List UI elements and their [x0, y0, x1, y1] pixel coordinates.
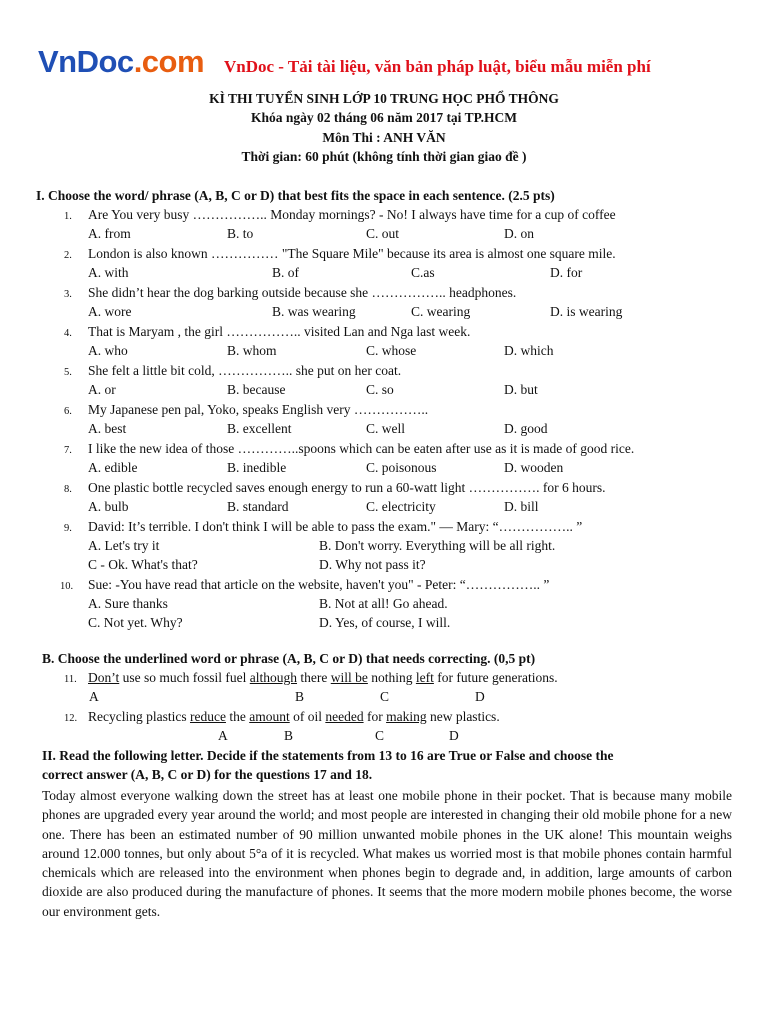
option-b: B. inedible [227, 460, 287, 475]
option-d: D. which [504, 343, 554, 358]
brand-tagline: VnDoc - Tải tài liệu, văn bản pháp luật, biểu mẫu miễn phí [224, 57, 651, 76]
question-number: 4. [64, 328, 72, 339]
option-d: D. for [550, 265, 583, 280]
option-c: C. so [366, 382, 394, 397]
option-d: D. Yes, of course, I will. [319, 615, 451, 630]
marker-b: B [284, 728, 294, 743]
question-number: 8. [64, 484, 72, 495]
question-number: 11. [64, 674, 77, 685]
question-text: David: It’s terrible. I don't think I will be able to pass the exam." — Mary: “…………….. ” [88, 519, 583, 534]
option-d: D. on [504, 226, 534, 241]
option-b: B. excellent [227, 421, 292, 436]
option-d: D. good [504, 421, 548, 436]
option-c: C. Not yet. Why? [88, 615, 183, 630]
option-c: C. out [366, 226, 400, 241]
logo-vndoc: VnDoc [38, 44, 134, 79]
option-d: D. is wearing [550, 304, 623, 319]
logo-dotcom: .com [133, 44, 205, 79]
option-b: B. standard [227, 499, 289, 514]
question-text: I like the new idea of those …………..spoons which can be eaten after use as it is made of good rice. [88, 441, 635, 456]
marker-c: C [380, 689, 390, 704]
option-a: A. edible [88, 460, 138, 475]
marker-a: A [89, 689, 99, 704]
exam-subject: Môn Thi : ANH VĂN [322, 130, 446, 145]
option-c: C - Ok. What's that? [88, 557, 198, 572]
section-1-title: I. Choose the word/ phrase (A, B, C or D) that best fits the space in each sentence. (2.5 pts) [36, 188, 555, 203]
question-number: 2. [64, 250, 72, 261]
option-a: A. Sure thanks [88, 596, 168, 611]
option-d: D. bill [504, 499, 539, 514]
option-a: A. bulb [88, 499, 129, 514]
option-a: A. from [88, 226, 131, 241]
question-number: 3. [64, 289, 72, 300]
option-d: D. but [504, 382, 538, 397]
exam-title: KÌ THI TUYỂN SINH LỚP 10 TRUNG HỌC PHỔ THÔNG [209, 91, 559, 106]
option-a: A. wore [88, 304, 132, 319]
marker-d: D [475, 689, 485, 704]
option-c: C. electricity [366, 499, 436, 514]
option-b: B. was wearing [272, 304, 356, 319]
question-12-sentence: Recycling plastics reduce the amount of oil needed for making new plastics. [88, 709, 500, 724]
question-text: That is Maryam , the girl …………….. visited Lan and Nga last week. [88, 324, 471, 339]
option-a: A. best [88, 421, 127, 436]
marker-c: C [375, 728, 385, 743]
question-text: One plastic bottle recycled saves enough energy to run a 60-watt light ……………. for 6 hours. [88, 480, 606, 495]
question-number: 6. [64, 406, 72, 417]
option-a: A. with [88, 265, 129, 280]
option-c: C. well [366, 421, 405, 436]
option-b: B. because [227, 382, 286, 397]
reading-passage: Today almost everyone walking down the street has at least one mobile phone in their pocket. That is because many mobile phones are upgraded every year around the world; and most people are interested in changing their old mobile phone for a new one. There has been an estimated number of 90 million unwanted mobile phones in the UK alone! This mountain weighs around 12.000 tonnes, but only about 5°a of it is recycled. What makes us worried most is that mobile phones contain harmful chemicals which are released into the environment when phones begin to degrade and, in addition, large amounts of carbon dioxide are also produced during the manufacture of phones. It seems that the more modern mobile phones become, the worse our environment gets. [42, 788, 732, 919]
option-b: B. Don't worry. Everything will be all right. [319, 538, 556, 553]
exam-duration: Thời gian: 60 phút (không tính thời gian giao đề ) [241, 149, 527, 164]
option-b: B. of [272, 265, 299, 280]
marker-d: D [449, 728, 459, 743]
question-11-sentence: Don’t use so much fossil fuel although there will be nothing left for future generations. [88, 670, 558, 685]
question-number: 10. [60, 581, 74, 592]
question-text: London is also known …………… "The Square Mile" because its area is almost one square mile. [88, 246, 616, 261]
option-c: C. whose [366, 343, 417, 358]
marker-b: B [295, 689, 305, 704]
option-b: B. whom [227, 343, 277, 358]
option-d: D. Why not pass it? [319, 557, 426, 572]
exam-date: Khóa ngày 02 tháng 06 năm 2017 tại TP.HCM [251, 110, 517, 125]
option-a: A. or [88, 382, 116, 397]
option-c: C. poisonous [366, 460, 437, 475]
question-number: 7. [64, 445, 72, 456]
option-b: B. Not at all! Go ahead. [319, 596, 448, 611]
section-2-title-line-2: correct answer (A, B, C or D) for the questions 17 and 18. [42, 767, 373, 782]
question-text: Sue: -You have read that article on the website, haven't you" - Peter: “…………….. ” [88, 577, 550, 592]
option-a: A. Let's try it [88, 538, 160, 553]
section-2-title-line-1: II. Read the following letter. Decide if the statements from 13 to 16 are True or False and choose the [42, 748, 614, 763]
question-number: 5. [64, 367, 72, 378]
option-c: C.as [411, 265, 435, 280]
question-text: She felt a little bit cold, …………….. she put on her coat. [88, 363, 402, 378]
option-c: C. wearing [411, 304, 471, 319]
question-number: 12. [64, 713, 78, 724]
question-text: Are You very busy …………….. Monday mornings? - No! I always have time for a cup of coffee [88, 207, 616, 222]
option-a: A. who [88, 343, 128, 358]
marker-a: A [218, 728, 228, 743]
question-text: My Japanese pen pal, Yoko, speaks English very …………….. [88, 402, 429, 417]
section-b-title: B. Choose the underlined word or phrase (A, B, C or D) that needs correcting. (0,5 pt) [42, 651, 536, 666]
option-d: D. wooden [504, 460, 564, 475]
question-text: She didn’t hear the dog barking outside because she …………….. headphones. [88, 285, 517, 300]
option-b: B. to [227, 226, 254, 241]
question-number: 9. [64, 523, 72, 534]
question-number: 1. [64, 211, 72, 222]
